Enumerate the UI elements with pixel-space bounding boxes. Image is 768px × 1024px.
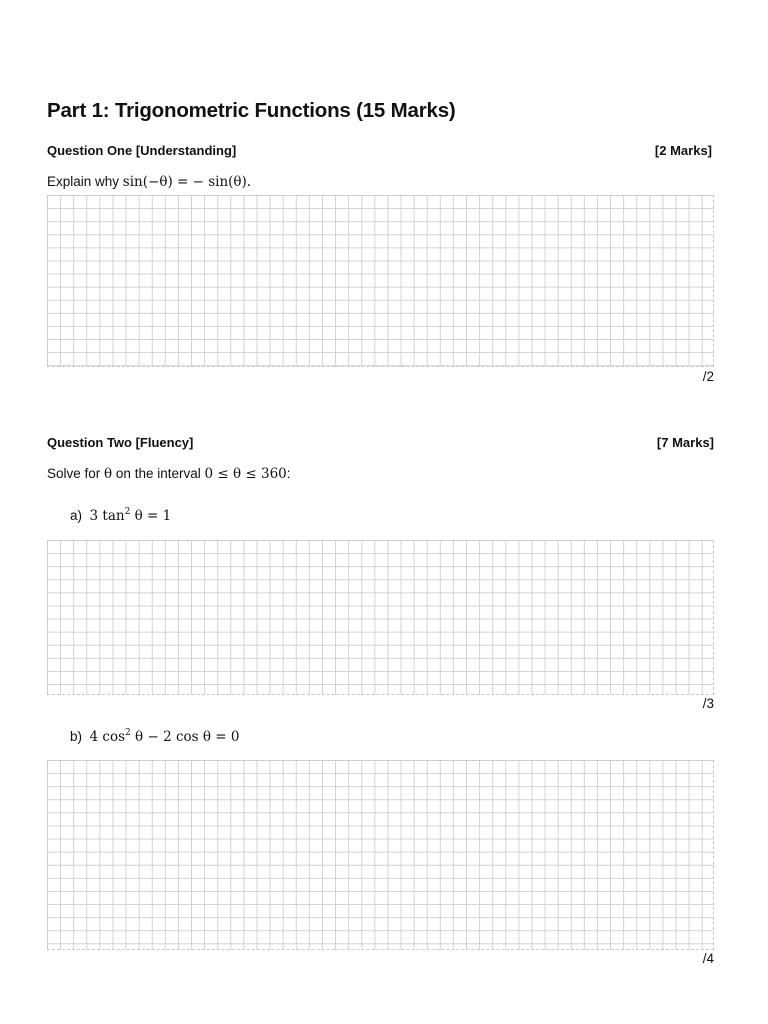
- question-one-marks: [2 Marks]: [654, 143, 712, 158]
- question-two-b-label: b): [70, 729, 83, 744]
- question-two-a-eq-post: θ = 1: [130, 508, 172, 524]
- question-two-a-score: /3: [702, 696, 714, 711]
- question-two-prompt-range: 0 ≤ θ ≤ 360: [204, 466, 287, 482]
- question-two-marks: [7 Marks]: [656, 435, 714, 450]
- answer-grid-question-two-a[interactable]: [47, 540, 714, 695]
- question-one-prompt: [47, 174, 251, 190]
- question-two-a-equation: [90, 508, 172, 524]
- question-two-a-eq-exp: 2: [124, 507, 131, 517]
- question-two-prompt-post: :: [286, 466, 291, 481]
- question-one-score: /2: [702, 369, 714, 384]
- question-one-heading: Question One [Understanding]: [47, 143, 237, 158]
- question-two-b-equation: [90, 729, 240, 745]
- question-one-prompt-text: Explain why: [47, 174, 123, 189]
- page-title: Part 1: Trigonometric Functions (15 Marks): [47, 99, 456, 122]
- question-two-heading: Question Two [Fluency]: [47, 435, 194, 450]
- question-two-b-score: /4: [702, 951, 714, 966]
- question-two-prompt: [47, 466, 291, 482]
- question-two-a-eq-pre: 3 tan: [89, 508, 125, 524]
- question-two-a-label: a): [70, 508, 83, 523]
- question-two-b: [70, 729, 239, 745]
- question-two-b-eq-post: θ − 2 cos θ = 0: [130, 729, 240, 745]
- answer-grid-question-two-b[interactable]: [47, 760, 714, 950]
- question-two-b-eq-exp: 2: [125, 728, 131, 738]
- question-two-prompt-pre: Solve for: [47, 466, 105, 481]
- question-one-prompt-math: sin(−θ) = − sin(θ).: [122, 174, 252, 190]
- question-two-b-eq-pre: 4 cos: [89, 729, 126, 745]
- question-two-prompt-var: θ: [104, 466, 113, 482]
- question-two-prompt-mid: on the interval: [112, 466, 205, 481]
- question-two-a: [70, 508, 171, 524]
- answer-grid-question-one[interactable]: [47, 195, 714, 367]
